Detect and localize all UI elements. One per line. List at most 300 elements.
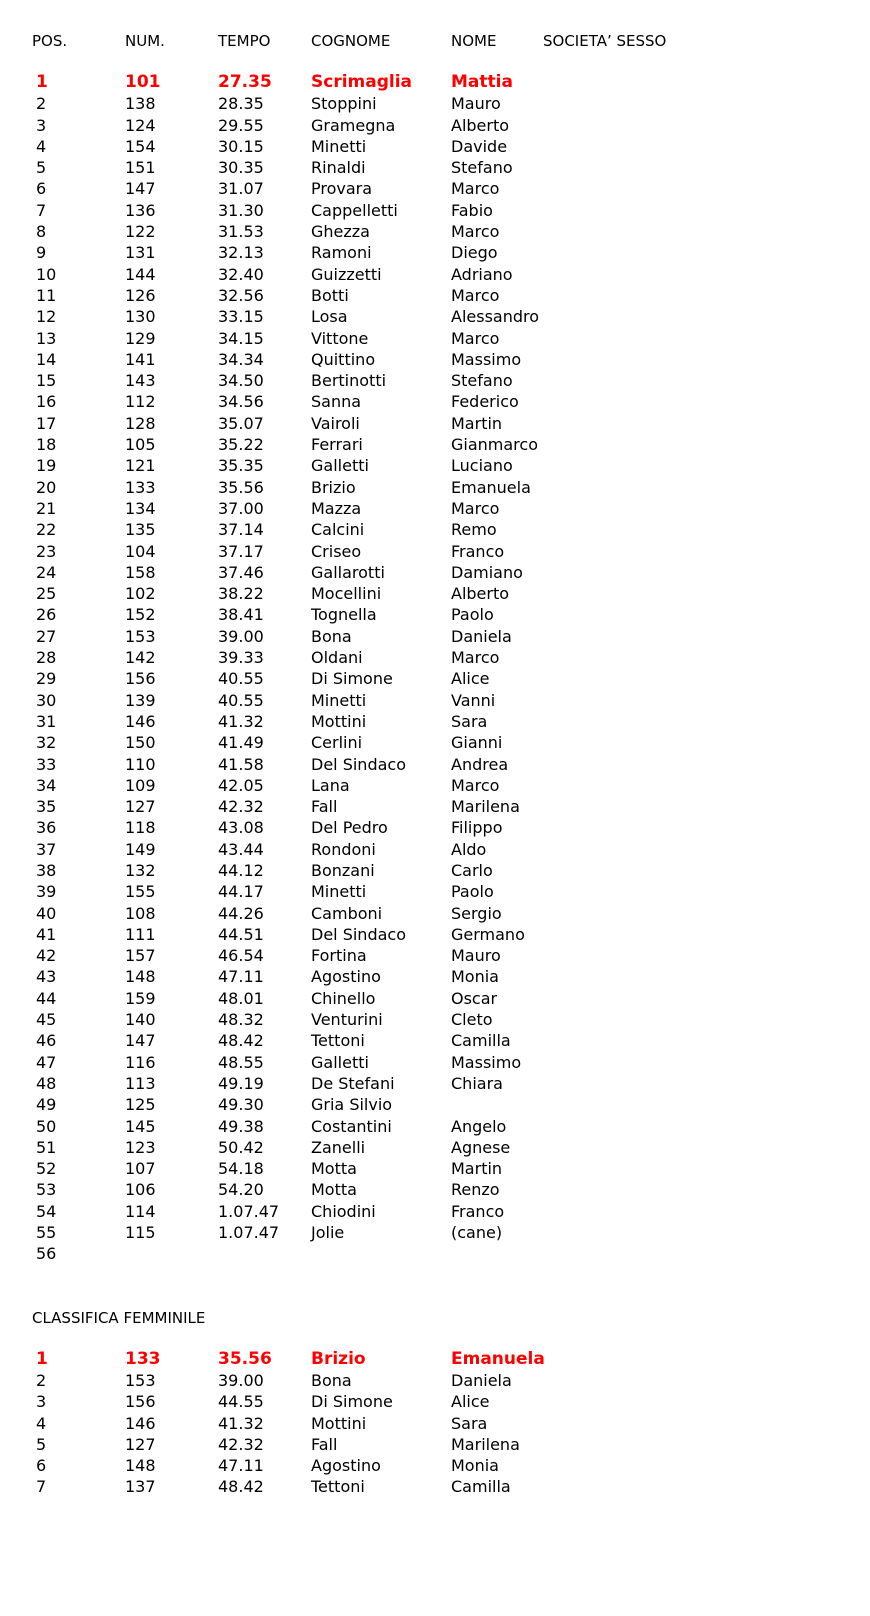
cell-num: 145 xyxy=(125,1116,156,1136)
cell-tempo: 27.35 xyxy=(218,72,272,92)
cell-tempo: 42.32 xyxy=(218,1434,264,1454)
cell-tempo: 1.07.47 xyxy=(218,1223,280,1243)
cell-num: 139 xyxy=(125,690,156,710)
table-row xyxy=(32,498,500,519)
cell-cognome: Motta xyxy=(311,1180,357,1200)
cell-pos: 17 xyxy=(36,413,57,433)
cell-tempo: 39.33 xyxy=(218,648,264,668)
cell-nome: Gianni xyxy=(451,733,503,753)
cell-cognome: Mazza xyxy=(311,498,362,518)
cell-num: 135 xyxy=(125,520,156,540)
table-row xyxy=(32,1030,511,1051)
table-row xyxy=(32,732,503,753)
cell-cognome: Minetti xyxy=(311,136,367,156)
cell-num: 112 xyxy=(125,392,156,412)
cell-cognome: Bonzani xyxy=(311,860,375,880)
cell-pos: 8 xyxy=(36,222,47,242)
cell-nome: Diego xyxy=(451,243,498,263)
cell-pos: 31 xyxy=(36,711,57,731)
cell-tempo: 50.42 xyxy=(218,1137,264,1157)
cell-tempo: 41.49 xyxy=(218,733,264,753)
cell-num: 125 xyxy=(125,1095,156,1115)
cell-cognome: Motta xyxy=(311,1159,357,1179)
cell-num: 131 xyxy=(125,243,156,263)
table-row xyxy=(32,1348,545,1370)
cell-num: 149 xyxy=(125,839,156,859)
cell-num: 152 xyxy=(125,605,156,625)
cell-tempo: 30.35 xyxy=(218,158,264,178)
cell-tempo: 31.30 xyxy=(218,200,264,220)
cell-pos: 52 xyxy=(36,1159,57,1179)
table-row xyxy=(32,775,500,796)
cell-nome: Alessandro xyxy=(451,307,540,327)
cell-num: 156 xyxy=(125,1392,156,1412)
cell-pos: 39 xyxy=(36,882,57,902)
cell-cognome: Cappelletti xyxy=(311,200,398,220)
cell-pos: 1 xyxy=(36,72,48,92)
cell-pos: 2 xyxy=(36,1370,47,1390)
cell-cognome: Costantini xyxy=(311,1116,392,1136)
cell-cognome: Gria Silvio xyxy=(311,1095,393,1115)
cell-nome: Mauro xyxy=(451,946,501,966)
cell-num: 150 xyxy=(125,733,156,753)
table-row xyxy=(32,541,505,562)
cell-cognome: Tettoni xyxy=(311,1031,365,1051)
cell-pos: 35 xyxy=(36,797,57,817)
female-results-list xyxy=(32,1348,545,1498)
cell-tempo: 35.56 xyxy=(218,1348,272,1369)
cell-pos: 38 xyxy=(36,860,57,880)
cell-cognome: Ferrari xyxy=(311,435,363,455)
cell-tempo: 37.00 xyxy=(218,498,264,518)
table-row xyxy=(32,988,498,1009)
cell-nome: Marco xyxy=(451,328,500,348)
cell-nome: Martin xyxy=(451,413,503,433)
table-row xyxy=(32,966,499,987)
cell-tempo: 34.50 xyxy=(218,371,264,391)
cell-cognome: Ramoni xyxy=(311,243,372,263)
cell-cognome: Vittone xyxy=(311,328,369,348)
cell-pos: 14 xyxy=(36,349,57,369)
table-row xyxy=(32,1413,488,1434)
cell-pos: 43 xyxy=(36,967,57,987)
cell-cognome: Chinello xyxy=(311,988,376,1008)
cell-tempo: 41.32 xyxy=(218,711,264,731)
cell-tempo: 34.15 xyxy=(218,328,264,348)
cell-tempo: 41.58 xyxy=(218,754,264,774)
cell-nome: Marco xyxy=(451,648,500,668)
cell-pos: 20 xyxy=(36,477,57,497)
cell-cognome: De Stefani xyxy=(311,1073,395,1093)
cell-cognome: Gramegna xyxy=(311,115,396,135)
cell-cognome: Gallarotti xyxy=(311,562,385,582)
table-row xyxy=(32,690,496,711)
cell-cognome: Fall xyxy=(311,797,338,817)
cell-cognome: Del Sindaco xyxy=(311,754,406,774)
cell-tempo: 42.32 xyxy=(218,797,264,817)
table-row xyxy=(32,93,501,114)
cell-cognome: Galletti xyxy=(311,456,369,476)
cell-nome: Gianmarco xyxy=(451,435,538,455)
table-row xyxy=(32,562,523,583)
cell-cognome: Mocellini xyxy=(311,584,382,604)
cell-num: 121 xyxy=(125,456,156,476)
cell-pos: 13 xyxy=(36,328,57,348)
cell-pos: 5 xyxy=(36,1434,47,1454)
cell-nome: Franco xyxy=(451,1201,505,1221)
cell-num: 107 xyxy=(125,1159,156,1179)
cell-cognome: Camboni xyxy=(311,903,383,923)
cell-pos: 21 xyxy=(36,498,57,518)
cell-nome: Andrea xyxy=(451,754,509,774)
cell-num: 127 xyxy=(125,797,156,817)
cell-tempo: 32.56 xyxy=(218,285,264,305)
cell-cognome: Fall xyxy=(311,1434,338,1454)
cell-cognome: Calcini xyxy=(311,520,365,540)
table-row xyxy=(32,1222,503,1243)
table-row xyxy=(32,200,493,221)
cell-tempo: 31.53 xyxy=(218,222,264,242)
cell-num: 147 xyxy=(125,179,156,199)
cell-nome: Marco xyxy=(451,285,500,305)
cell-pos: 25 xyxy=(36,584,57,604)
cell-cognome: Minetti xyxy=(311,882,367,902)
cell-num: 124 xyxy=(125,115,156,135)
cell-num: 123 xyxy=(125,1137,156,1157)
cell-cognome: Cerlini xyxy=(311,733,363,753)
cell-nome: Filippo xyxy=(451,818,503,838)
cell-nome: Angelo xyxy=(451,1116,507,1136)
cell-nome: Germano xyxy=(451,924,525,944)
table-row xyxy=(32,647,500,668)
cell-pos: 51 xyxy=(36,1137,57,1157)
cell-tempo: 44.26 xyxy=(218,903,264,923)
cell-pos: 55 xyxy=(36,1223,57,1243)
header-societa-sesso: SOCIETA’ SESSO xyxy=(543,32,667,50)
cell-cognome: Oldani xyxy=(311,648,363,668)
cell-cognome: Ghezza xyxy=(311,222,370,242)
cell-num: 134 xyxy=(125,498,156,518)
cell-num: 138 xyxy=(125,94,156,114)
cell-pos: 41 xyxy=(36,924,57,944)
cell-tempo: 49.38 xyxy=(218,1116,264,1136)
cell-pos: 16 xyxy=(36,392,57,412)
table-row xyxy=(32,264,513,285)
cell-tempo: 48.01 xyxy=(218,988,264,1008)
table-row xyxy=(32,796,520,817)
table-row xyxy=(32,1476,511,1497)
cell-num: 143 xyxy=(125,371,156,391)
cell-cognome: Del Sindaco xyxy=(311,924,406,944)
cell-nome: (cane) xyxy=(451,1223,503,1243)
cell-pos: 36 xyxy=(36,818,57,838)
cell-pos: 32 xyxy=(36,733,57,753)
cell-num: 158 xyxy=(125,562,156,582)
cell-pos: 15 xyxy=(36,371,57,391)
table-row xyxy=(32,1455,499,1476)
cell-pos: 2 xyxy=(36,94,47,114)
table-row xyxy=(32,711,488,732)
cell-tempo: 54.18 xyxy=(218,1159,264,1179)
cell-num: 115 xyxy=(125,1223,156,1243)
cell-tempo: 40.55 xyxy=(218,669,264,689)
cell-tempo: 32.40 xyxy=(218,264,264,284)
cell-nome: Emanuela xyxy=(451,1348,545,1369)
cell-pos: 22 xyxy=(36,520,57,540)
cell-pos: 3 xyxy=(36,1392,47,1412)
cell-pos: 7 xyxy=(36,200,47,220)
cell-num: 127 xyxy=(125,1434,156,1454)
table-row xyxy=(32,1116,507,1137)
cell-pos: 49 xyxy=(36,1095,57,1115)
cell-cognome: Losa xyxy=(311,307,348,327)
table-row xyxy=(32,178,500,199)
cell-nome: Marco xyxy=(451,222,500,242)
cell-nome: Alberto xyxy=(451,115,510,135)
cell-num: 159 xyxy=(125,988,156,1008)
cell-pos: 5 xyxy=(36,158,47,178)
cell-tempo: 48.55 xyxy=(218,1052,264,1072)
header-cognome: COGNOME xyxy=(311,32,391,50)
cell-pos: 23 xyxy=(36,541,57,561)
table-row xyxy=(32,242,498,263)
cell-nome: Monia xyxy=(451,1456,499,1476)
table-row xyxy=(32,434,538,455)
cell-cognome: Agostino xyxy=(311,1456,381,1476)
cell-tempo: 44.55 xyxy=(218,1392,264,1412)
cell-cognome: Bona xyxy=(311,626,352,646)
cell-pos: 1 xyxy=(36,1348,48,1369)
cell-cognome: Minetti xyxy=(311,690,367,710)
cell-pos: 7 xyxy=(36,1477,47,1497)
cell-nome: Fabio xyxy=(451,200,493,220)
cell-tempo: 29.55 xyxy=(218,115,264,135)
cell-num: 137 xyxy=(125,1477,156,1497)
cell-nome: Camilla xyxy=(451,1031,511,1051)
cell-cognome: Scrimaglia xyxy=(311,72,413,92)
results-sheet xyxy=(32,30,667,1498)
cell-num: 151 xyxy=(125,158,156,178)
cell-nome: Damiano xyxy=(451,562,523,582)
cell-nome: Stefano xyxy=(451,158,513,178)
cell-cognome: Agostino xyxy=(311,967,381,987)
cell-num: 148 xyxy=(125,967,156,987)
cell-cognome: Provara xyxy=(311,179,373,199)
cell-pos: 37 xyxy=(36,839,57,859)
cell-pos: 54 xyxy=(36,1201,57,1221)
cell-nome: Alice xyxy=(451,1392,490,1412)
cell-nome: Monia xyxy=(451,967,499,987)
cell-tempo: 49.30 xyxy=(218,1095,264,1115)
table-row xyxy=(32,1094,393,1115)
header-pos: POS. xyxy=(32,32,68,50)
cell-num: 133 xyxy=(125,1348,161,1369)
cell-nome: Agnese xyxy=(451,1137,511,1157)
cell-nome: Luciano xyxy=(451,456,513,476)
cell-cognome: Criseo xyxy=(311,541,362,561)
cell-nome: Emanuela xyxy=(451,477,531,497)
cell-pos: 12 xyxy=(36,307,57,327)
cell-num: 146 xyxy=(125,1413,156,1433)
cell-num: 122 xyxy=(125,222,156,242)
cell-num: 118 xyxy=(125,818,156,838)
cell-tempo: 42.05 xyxy=(218,775,264,795)
cell-pos: 45 xyxy=(36,1010,57,1030)
cell-nome: Massimo xyxy=(451,349,522,369)
cell-tempo: 37.14 xyxy=(218,520,264,540)
cell-pos: 56 xyxy=(36,1244,57,1264)
cell-cognome: Venturini xyxy=(311,1010,383,1030)
table-row xyxy=(32,157,513,178)
cell-tempo: 43.08 xyxy=(218,818,264,838)
cell-cognome: Bertinotti xyxy=(311,371,387,391)
table-row xyxy=(32,413,503,434)
cell-tempo: 47.11 xyxy=(218,1456,264,1476)
header-num: NUM. xyxy=(125,32,165,50)
cell-nome: Alice xyxy=(451,669,490,689)
cell-tempo: 43.44 xyxy=(218,839,264,859)
table-row xyxy=(32,1158,503,1179)
cell-num: 111 xyxy=(125,924,156,944)
cell-tempo: 34.34 xyxy=(218,349,264,369)
cell-cognome: Del Pedro xyxy=(311,818,388,838)
cell-cognome: Fortina xyxy=(311,946,367,966)
cell-nome: Paolo xyxy=(451,882,494,902)
cell-tempo: 35.56 xyxy=(218,477,264,497)
cell-pos: 29 xyxy=(36,669,57,689)
table-row xyxy=(32,1434,520,1455)
cell-nome: Mauro xyxy=(451,94,501,114)
cell-nome: Marco xyxy=(451,179,500,199)
cell-num: 153 xyxy=(125,626,156,646)
cell-num: 132 xyxy=(125,860,156,880)
cell-pos: 30 xyxy=(36,690,57,710)
cell-nome: Daniela xyxy=(451,1370,512,1390)
cell-nome: Alberto xyxy=(451,584,510,604)
cell-pos: 10 xyxy=(36,264,57,284)
cell-tempo: 44.17 xyxy=(218,882,264,902)
table-row xyxy=(32,1009,493,1030)
cell-cognome: Chiodini xyxy=(311,1201,376,1221)
table-row xyxy=(32,328,500,349)
cell-cognome: Lana xyxy=(311,775,350,795)
cell-tempo: 44.12 xyxy=(218,860,264,880)
cell-tempo: 30.15 xyxy=(218,136,264,156)
cell-pos: 9 xyxy=(36,243,47,263)
table-row xyxy=(32,881,494,902)
cell-tempo: 48.32 xyxy=(218,1010,264,1030)
cell-cognome: Bona xyxy=(311,1370,352,1390)
cell-nome: Vanni xyxy=(451,690,496,710)
cell-tempo: 34.56 xyxy=(218,392,264,412)
cell-nome: Renzo xyxy=(451,1180,500,1200)
cell-num: 157 xyxy=(125,946,156,966)
cell-tempo: 48.42 xyxy=(218,1477,264,1497)
cell-nome: Sergio xyxy=(451,903,502,923)
table-row xyxy=(32,583,510,604)
cell-num: 129 xyxy=(125,328,156,348)
cell-pos: 26 xyxy=(36,605,57,625)
cell-num: 141 xyxy=(125,349,156,369)
table-row xyxy=(32,668,490,689)
table-row xyxy=(32,945,501,966)
cell-pos: 34 xyxy=(36,775,57,795)
cell-num: 114 xyxy=(125,1201,156,1221)
table-row xyxy=(32,1179,500,1200)
table-row xyxy=(32,519,497,540)
table-row xyxy=(32,477,531,498)
cell-num: 133 xyxy=(125,477,156,497)
cell-num: 153 xyxy=(125,1370,156,1390)
table-row xyxy=(32,604,494,625)
cell-cognome: Tettoni xyxy=(311,1477,365,1497)
cell-tempo: 38.41 xyxy=(218,605,264,625)
table-row xyxy=(32,72,513,93)
table-row xyxy=(32,754,509,775)
cell-num: 155 xyxy=(125,882,156,902)
cell-cognome: Guizzetti xyxy=(311,264,382,284)
cell-pos: 24 xyxy=(36,562,57,582)
cell-tempo: 1.07.47 xyxy=(218,1201,280,1221)
cell-cognome: Quittino xyxy=(311,349,376,369)
cell-nome: Franco xyxy=(451,541,505,561)
cell-num: 140 xyxy=(125,1010,156,1030)
cell-tempo: 35.07 xyxy=(218,413,264,433)
table-row xyxy=(32,839,487,860)
cell-nome: Oscar xyxy=(451,988,498,1008)
table-row xyxy=(32,349,522,370)
cell-tempo: 39.00 xyxy=(218,1370,264,1390)
cell-nome: Remo xyxy=(451,520,497,540)
table-row xyxy=(32,1370,512,1391)
cell-nome: Daniela xyxy=(451,626,512,646)
cell-num: 130 xyxy=(125,307,156,327)
cell-cognome: Di Simone xyxy=(311,1392,393,1412)
cell-num: 116 xyxy=(125,1052,156,1072)
table-header xyxy=(32,30,667,52)
cell-num: 146 xyxy=(125,711,156,731)
cell-num: 147 xyxy=(125,1031,156,1051)
table-row xyxy=(32,221,500,242)
cell-cognome: Stoppini xyxy=(311,94,377,114)
cell-nome: Stefano xyxy=(451,371,513,391)
cell-nome: Davide xyxy=(451,136,508,156)
cell-num: 105 xyxy=(125,435,156,455)
cell-num: 102 xyxy=(125,584,156,604)
cell-nome: Carlo xyxy=(451,860,493,880)
table-row xyxy=(32,903,502,924)
table-row xyxy=(32,924,525,945)
table-row xyxy=(32,1052,522,1073)
cell-nome: Mattia xyxy=(451,72,513,92)
cell-pos: 48 xyxy=(36,1073,57,1093)
cell-tempo: 28.35 xyxy=(218,94,264,114)
table-row xyxy=(32,1201,505,1222)
cell-tempo: 48.42 xyxy=(218,1031,264,1051)
table-row xyxy=(32,1073,503,1094)
cell-cognome: Zanelli xyxy=(311,1137,366,1157)
cell-cognome: Brizio xyxy=(311,477,356,497)
cell-pos: 53 xyxy=(36,1180,57,1200)
cell-tempo: 35.22 xyxy=(218,435,264,455)
cell-num: 156 xyxy=(125,669,156,689)
cell-num: 154 xyxy=(125,136,156,156)
cell-tempo: 54.20 xyxy=(218,1180,264,1200)
cell-pos: 27 xyxy=(36,626,57,646)
table-row xyxy=(32,391,519,412)
cell-pos: 4 xyxy=(36,1413,47,1433)
cell-tempo: 46.54 xyxy=(218,946,264,966)
